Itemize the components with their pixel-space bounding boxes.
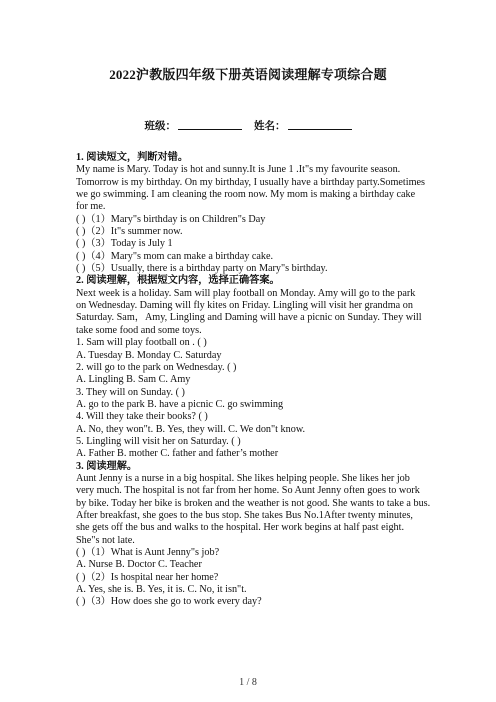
text-line: Saturday. Sam，Amy, Lingling and Daming will have a picnic on Sunday. They will bbox=[76, 312, 422, 324]
text-line: A. Nurse B. Doctor C. Teacher bbox=[76, 559, 202, 571]
text-line: ( )（2）It"s summer now. bbox=[76, 226, 183, 238]
page-indicator: 1 / 8 bbox=[239, 677, 257, 688]
text-line: A. Tuesday B. Monday C. Saturday bbox=[76, 349, 222, 361]
text-line: After breakfast, she goes to the bus stop. She takes Bus No.1After twenty minutes, bbox=[76, 509, 413, 521]
text-line: ( )（3）Today is July 1 bbox=[76, 238, 173, 250]
text-line: she gets off the bus and walks to the hospital. Her work begins at half past eight. bbox=[76, 522, 405, 534]
text-line: ( )（3）How does she go to work every day? bbox=[76, 596, 262, 608]
text-line: 5. Lingling will visit her on Saturday. ( ) bbox=[76, 435, 241, 447]
text-line: for me. bbox=[76, 201, 106, 213]
text-line: She"s not late. bbox=[76, 534, 135, 546]
text-line: ( )（5）Usually, there is a birthday party on Mary"s birthday. bbox=[76, 263, 328, 275]
text-line: ( )（4）Mary"s mom can make a birthday cake. bbox=[76, 250, 274, 262]
document-title: 2022沪教版四年级下册英语阅读理解专项综合题 bbox=[109, 67, 387, 82]
text-line: ( )（1）What is Aunt Jenny"s job? bbox=[76, 547, 220, 558]
text-line: A. Yes, she is. B. Yes, it is. C. No, it isn"t. bbox=[76, 584, 247, 596]
document-body bbox=[76, 152, 431, 609]
text-line: A. No, they won"t. B. Yes, they will. C. We don"t know. bbox=[76, 423, 306, 435]
class-blank-line bbox=[178, 129, 242, 130]
text-line: ( )（1）Mary"s birthday is on Children"s Day bbox=[76, 213, 266, 225]
text-line: A. Father B. mother C. father and father’s mother bbox=[76, 448, 279, 460]
text-line: 4. Will they take their books? ( ) bbox=[76, 411, 208, 423]
section-heading: 2. 阅读理解，根据短文内容，选择正确答案。 bbox=[76, 275, 280, 287]
name-label: 姓名： bbox=[254, 121, 286, 132]
text-line: 2. will go to the park on Wednesday. ( ) bbox=[76, 361, 237, 373]
text-line: 1. Sam will play football on . ( ) bbox=[76, 337, 207, 349]
text-line: on Wednesday. Daming will fly kites on Friday. Lingling will visit her grandma on bbox=[76, 300, 413, 312]
text-line: My name is Mary. Today is hot and sunny.It is June 1 .It"s my favourite season. bbox=[76, 164, 401, 176]
name-blank-line bbox=[288, 129, 352, 130]
text-line: very much. The hospital is not far from her home. So Aunt Jenny often goes to work bbox=[76, 485, 420, 497]
text-line: A. Lingling B. Sam C. Amy bbox=[76, 374, 191, 386]
text-line: 3. They will on Sunday. ( ) bbox=[76, 386, 185, 398]
section-heading: 3. 阅读理解。 bbox=[76, 460, 138, 472]
student-info-row bbox=[0, 118, 496, 133]
text-line: Tomorrow is my birthday. On my birthday, I usually have a birthday party.Sometimes bbox=[76, 176, 425, 188]
text-line: Aunt Jenny is a nurse in a big hospital. She likes helping people. She likes her job bbox=[76, 472, 410, 484]
text-line: by bike. Today her bike is broken and the weather is not good. She wants to take a bus. bbox=[76, 497, 431, 509]
text-line: we go swimming. I am cleaning the room now. My mom is making a birthday cake bbox=[76, 189, 416, 201]
text-line: ( )（2）Is hospital near her home? bbox=[76, 571, 219, 583]
section-heading: 1. 阅读短文，判断对错。 bbox=[76, 152, 189, 163]
text-line: Next week is a holiday. Sam will play football on Monday. Amy will go to the park bbox=[76, 287, 416, 299]
text-line: take some food and some toys. bbox=[76, 324, 202, 336]
text-line: A. go to the park B. have a picnic C. go swimming bbox=[76, 398, 284, 410]
class-label: 班级： bbox=[144, 121, 176, 132]
